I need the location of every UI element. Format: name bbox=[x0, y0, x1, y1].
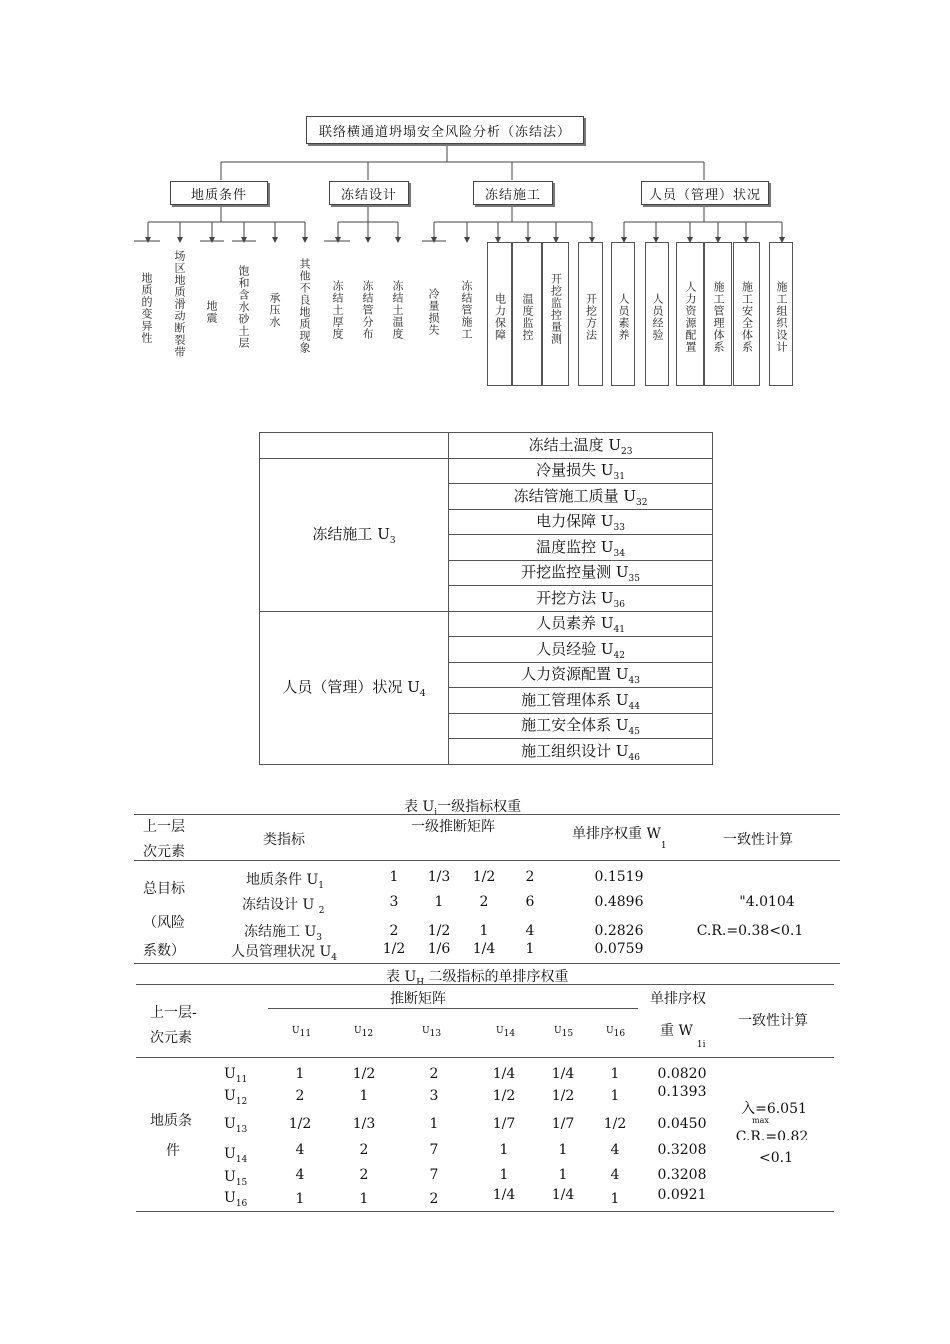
matrix-cell: 1 bbox=[610, 1088, 620, 1104]
rule-mid bbox=[136, 1057, 834, 1058]
index-cell bbox=[449, 713, 713, 739]
row-sub: 11 bbox=[235, 1074, 248, 1085]
weight-cell: 0.2826 bbox=[594, 923, 644, 939]
index-label: 施工组织设计 U bbox=[521, 741, 629, 760]
index-sub: 34 bbox=[613, 548, 625, 559]
matrix-cell: 2 bbox=[479, 894, 489, 910]
index-label: 温度监控 U bbox=[536, 537, 614, 556]
row-label-sub: 4 bbox=[331, 952, 337, 963]
header-weight bbox=[660, 1020, 706, 1050]
index-cell bbox=[449, 662, 713, 688]
weight-cell: 0.4896 bbox=[594, 894, 644, 910]
tree-node-label: 冻结施工 bbox=[484, 187, 541, 203]
tree-node-freeze-design bbox=[329, 181, 409, 205]
caption-text: 一级指标权重 bbox=[437, 799, 522, 815]
index-sub: 31 bbox=[613, 472, 625, 483]
matrix-cell: 1 bbox=[558, 1142, 568, 1158]
tree-leaf-box bbox=[487, 242, 512, 386]
matrix-cell: 6 bbox=[525, 894, 535, 910]
index-sub: 41 bbox=[613, 625, 625, 636]
matrix-cell: 1/4 bbox=[492, 1066, 516, 1082]
row-sub: 16 bbox=[235, 1198, 248, 1209]
matrix-cell: 2 bbox=[359, 1167, 369, 1183]
caption-text: 二级指标的单排序权重 bbox=[424, 969, 569, 985]
weight-cell: 0.1393 bbox=[657, 1084, 707, 1100]
row-label: $U_{16}$ bbox=[224, 1190, 248, 1209]
matrix-cell: 1 bbox=[359, 1088, 369, 1104]
tree-leaf: 场区地质滑动断裂带 bbox=[173, 250, 186, 358]
col-sub: 16 bbox=[613, 1028, 626, 1039]
row-sub: 14 bbox=[235, 1154, 248, 1165]
row-sub: 13 bbox=[235, 1124, 248, 1132]
tree-node-personnel bbox=[641, 181, 769, 205]
row-label-text: 地质条件 U bbox=[246, 872, 319, 888]
weight-cell: 0.3208 bbox=[657, 1167, 707, 1183]
header-matrix: 推断矩阵 bbox=[390, 991, 446, 1007]
col-header: $U_{16}$ bbox=[606, 1026, 626, 1039]
index-label: 冻结管施工质量 U bbox=[513, 486, 636, 505]
index-table bbox=[259, 432, 713, 765]
matrix-cell: 1/2 bbox=[427, 923, 451, 939]
index-cell bbox=[449, 637, 713, 663]
index-sub: 35 bbox=[628, 574, 640, 585]
tree-leaf: 饱和含水砂土层 bbox=[237, 265, 250, 349]
matrix-cell: 1 bbox=[558, 1167, 568, 1183]
matrix-cell: 1 bbox=[429, 1116, 439, 1132]
tree-leaf: 冻结土厚度 bbox=[331, 280, 344, 340]
matrix-cell: 4 bbox=[295, 1167, 305, 1183]
goal-label: 总目标 bbox=[143, 881, 185, 897]
index-cell bbox=[449, 458, 713, 484]
matrix-cell: 1 bbox=[389, 869, 399, 885]
group-sub: 4 bbox=[419, 689, 426, 699]
tree-root-node bbox=[306, 116, 584, 144]
matrix-cell: 2 bbox=[295, 1088, 305, 1104]
group-cell bbox=[260, 611, 449, 764]
group-label: 人员（管理）状况 U bbox=[282, 678, 420, 696]
tree-leaf-box bbox=[733, 242, 760, 386]
rule-bottom bbox=[136, 1211, 834, 1212]
lambda-sub: max bbox=[752, 1116, 769, 1125]
matrix-cell: 1/4 bbox=[472, 941, 496, 957]
matrix-cell: 1/2 bbox=[382, 941, 406, 957]
tree-leaf: 开挖方法 bbox=[584, 293, 598, 341]
matrix-cell: 1/3 bbox=[352, 1116, 376, 1132]
header-upper: 上一层- bbox=[150, 1005, 197, 1021]
tree-leaf: 地质的变异性 bbox=[140, 272, 153, 344]
tree-node-freeze-construction bbox=[473, 181, 553, 205]
row-label-text: 冻结施工 U bbox=[244, 924, 317, 940]
caption-sub: H bbox=[416, 977, 425, 988]
matrix-cell: 1/4 bbox=[551, 1187, 575, 1203]
header-weight: 单排序权 bbox=[650, 991, 706, 1007]
header-upper: 次元素 bbox=[150, 1030, 192, 1046]
tree-leaf-box bbox=[769, 242, 793, 386]
row-label-sub: 1 bbox=[318, 880, 324, 891]
tree-leaf: 施工安全体系 bbox=[740, 281, 754, 353]
index-sub: 42 bbox=[613, 650, 625, 661]
tree-leaf: 施工管理体系 bbox=[712, 281, 725, 353]
matrix-cell: 2 bbox=[429, 1066, 439, 1082]
index-sub: 43 bbox=[628, 676, 640, 687]
goal-label: （风险 bbox=[143, 915, 185, 931]
matrix-cell: 4 bbox=[610, 1142, 620, 1158]
consistency-value: "4.0104 bbox=[739, 894, 795, 910]
index-cell bbox=[449, 688, 713, 714]
col-sub: 13 bbox=[429, 1028, 442, 1039]
header-upper: 次元素 bbox=[143, 844, 185, 860]
row-label-text: 人员管理状况 U bbox=[231, 944, 332, 960]
index-cell bbox=[449, 433, 713, 459]
matrix-cell: 4 bbox=[295, 1142, 305, 1158]
index-sub: 23 bbox=[620, 446, 633, 457]
tree-leaf-box bbox=[578, 242, 603, 386]
weight-cell: 0.3208 bbox=[657, 1142, 707, 1158]
row-label-sub: 2 bbox=[318, 905, 325, 916]
col-header: $U_{15}$ bbox=[554, 1026, 574, 1039]
header-weight-sub: 1i bbox=[696, 1039, 706, 1050]
index-sub: 46 bbox=[628, 752, 640, 763]
row-label bbox=[246, 869, 324, 891]
tree-leaf: 人力资源配置 bbox=[684, 281, 697, 353]
matrix-cell: 1 bbox=[295, 1191, 305, 1207]
tree-leaf-box bbox=[676, 242, 704, 386]
index-label: 人员经验 U bbox=[536, 639, 614, 658]
tree-root-label: 联络横通道坍塌安全风险分析（冻结法） bbox=[318, 124, 571, 140]
index-cell bbox=[449, 560, 713, 586]
tree-leaf: 冻结管分布 bbox=[361, 280, 374, 340]
tree-leaf: 电力保障 bbox=[493, 293, 507, 341]
row-sub: 15 bbox=[235, 1177, 248, 1188]
col-header: $U_{14}$ bbox=[496, 1026, 516, 1039]
tree-leaf-box bbox=[512, 242, 542, 386]
index-cell bbox=[449, 509, 713, 535]
matrix-cell: 1 bbox=[295, 1066, 305, 1082]
row-label: $U_{12}$ bbox=[224, 1088, 248, 1107]
matrix-cell: 1/4 bbox=[551, 1066, 575, 1082]
row-label-text: 冻结设计 U bbox=[242, 897, 319, 913]
matrix-cell: 1/7 bbox=[551, 1116, 575, 1132]
row-label: $U_{13}$ bbox=[224, 1116, 247, 1132]
matrix-cell: 1 bbox=[499, 1142, 509, 1158]
tree-leaf: 开挖监控量测 bbox=[549, 273, 563, 345]
tree-leaf: 人员经验 bbox=[651, 293, 664, 341]
index-sub: 45 bbox=[628, 727, 640, 738]
weight-cell: 0.0759 bbox=[594, 941, 644, 957]
weight-cell: 0.0921 bbox=[657, 1187, 707, 1203]
tree-leaf-box bbox=[611, 242, 635, 386]
matrix-cell: 7 bbox=[429, 1167, 439, 1183]
caption-text: 表 U bbox=[386, 969, 417, 985]
matrix-cell: 1 bbox=[434, 894, 444, 910]
index-label: 施工安全体系 U bbox=[521, 716, 629, 735]
col-sub: 11 bbox=[299, 1028, 312, 1039]
col-sub: 15 bbox=[561, 1028, 574, 1039]
tree-node-label: 人员（管理）状况 bbox=[648, 187, 761, 203]
consistency-lambda: 入=6.051 bbox=[741, 1101, 807, 1117]
index-label: 开挖方法 U bbox=[536, 588, 614, 607]
tree-leaf-box bbox=[704, 242, 732, 386]
header-matrix: 一级推断矩阵 bbox=[411, 819, 495, 835]
matrix-cell: 1 bbox=[610, 1191, 620, 1207]
row-label bbox=[231, 941, 337, 963]
header-weight-text: 单排序权重 W bbox=[572, 826, 661, 842]
tree-leaf: 冷量损失 bbox=[427, 288, 440, 336]
matrix-cell: 1/3 bbox=[427, 869, 451, 885]
col-sub: 12 bbox=[361, 1028, 374, 1039]
weight-cell: 0.0820 bbox=[657, 1066, 707, 1082]
index-sub: 44 bbox=[628, 701, 640, 712]
matrix-cell: 2 bbox=[389, 923, 399, 939]
consistency-ratio: C.R.=0.38<0.1 bbox=[696, 923, 804, 939]
matrix-cell: 2 bbox=[359, 1142, 369, 1158]
index-label: 施工管理体系 U bbox=[521, 690, 629, 709]
tree-leaf-box bbox=[645, 242, 669, 386]
rule-top bbox=[136, 984, 834, 985]
index-label: 开挖监控量测 U bbox=[521, 563, 629, 582]
index-cell bbox=[449, 611, 713, 637]
table-row bbox=[260, 458, 713, 484]
row-label: $U_{11}$ bbox=[224, 1066, 248, 1085]
group-label: 地质条 bbox=[150, 1113, 192, 1129]
index-label: 人力资源配置 U bbox=[521, 665, 629, 684]
matrix-cell: 4 bbox=[525, 923, 535, 939]
table-row bbox=[260, 433, 713, 459]
goal-label: 系数） bbox=[143, 943, 185, 956]
col-header: $U_{11}$ bbox=[292, 1026, 312, 1039]
col-header: $U_{12}$ bbox=[354, 1026, 374, 1039]
index-cell bbox=[449, 586, 713, 612]
tree-leaf: 人员素养 bbox=[617, 293, 630, 341]
index-label: 冻结土温度 U bbox=[528, 435, 621, 454]
consistency-threshold: <0.1 bbox=[759, 1150, 793, 1166]
matrix-cell: 4 bbox=[610, 1167, 620, 1183]
matrix-cell: 2 bbox=[525, 869, 535, 885]
weight-cell: 0.0450 bbox=[657, 1116, 707, 1132]
matrix-cell: 3 bbox=[429, 1088, 439, 1104]
matrix-cell: 1 bbox=[479, 923, 489, 939]
tree-leaf: 其他不良地质现象 bbox=[298, 258, 311, 354]
index-cell bbox=[449, 739, 713, 765]
tree-node-label: 地质条件 bbox=[190, 187, 247, 203]
matrix-cell: 7 bbox=[429, 1142, 439, 1158]
index-sub: 36 bbox=[613, 599, 625, 610]
row-label bbox=[242, 894, 324, 916]
tree-leaf: 承压水 bbox=[268, 292, 281, 328]
matrix-cell: 2 bbox=[429, 1191, 439, 1207]
header-weight bbox=[572, 823, 667, 851]
header-consistency: 一致性计算 bbox=[723, 832, 793, 848]
caption-sub: i bbox=[434, 807, 438, 818]
tree-leaf: 冻结管施工 bbox=[460, 280, 473, 340]
tree-leaf: 冻结土温度 bbox=[391, 280, 404, 340]
row-label-sub: 3 bbox=[316, 932, 322, 943]
index-label: 人员素养 U bbox=[536, 614, 614, 633]
header-upper: 上一层 bbox=[143, 819, 185, 835]
tree-leaf: 地震 bbox=[205, 300, 218, 324]
matrix-cell: 1/2 bbox=[352, 1066, 376, 1082]
col-sub: 14 bbox=[503, 1028, 516, 1039]
row-sub: 12 bbox=[235, 1096, 248, 1107]
tree-node-label: 冻结设计 bbox=[340, 187, 397, 203]
matrix-cell: 1/2 bbox=[551, 1088, 575, 1104]
index-sub: 33 bbox=[613, 523, 625, 534]
weight-cell: 0.1519 bbox=[594, 869, 644, 885]
tree-leaf: 温度监控 bbox=[521, 293, 534, 341]
rule-top bbox=[134, 814, 840, 815]
header-weight-sub: 1 bbox=[660, 840, 667, 851]
rule-mid bbox=[134, 860, 840, 861]
group-cell bbox=[260, 458, 449, 611]
header-consistency: 一致性计算 bbox=[738, 1013, 808, 1029]
matrix-cell: 1/6 bbox=[427, 941, 451, 957]
consistency-ratio: C.R.=0.82 bbox=[735, 1129, 809, 1140]
matrix-cell: 3 bbox=[389, 894, 399, 910]
group-label: 冻结施工 U bbox=[312, 525, 390, 543]
matrix-cell: 1 bbox=[499, 1167, 509, 1183]
matrix-cell: 1/2 bbox=[472, 869, 496, 885]
index-label: 冷量损失 U bbox=[536, 461, 614, 480]
row-label: $U_{14}$ bbox=[224, 1146, 248, 1165]
col-header: $U_{13}$ bbox=[422, 1026, 442, 1039]
matrix-cell: 1 bbox=[610, 1066, 620, 1082]
row-label: $U_{15}$ bbox=[224, 1169, 248, 1188]
tree-node-geology bbox=[170, 181, 268, 205]
index-cell bbox=[449, 484, 713, 510]
empty-cell bbox=[260, 433, 449, 459]
group-sub: 3 bbox=[389, 536, 396, 546]
tree-leaf: 施工组织设计 bbox=[775, 281, 788, 353]
table-row bbox=[260, 611, 713, 637]
group-label: 件 bbox=[166, 1143, 180, 1159]
tree-leaf-box bbox=[542, 242, 569, 386]
caption-text: 表 U bbox=[404, 799, 435, 815]
matrix-cell: 1/7 bbox=[492, 1116, 516, 1132]
header-category: 类指标 bbox=[263, 832, 305, 848]
rule-bottom bbox=[134, 963, 840, 964]
row-label bbox=[244, 921, 322, 943]
matrix-cell: 1/2 bbox=[492, 1088, 516, 1104]
matrix-cell: 1/2 bbox=[603, 1116, 627, 1132]
index-cell bbox=[449, 535, 713, 561]
matrix-cell: 1 bbox=[359, 1191, 369, 1207]
matrix-cell: 1/2 bbox=[288, 1116, 312, 1132]
rule-sub bbox=[268, 1008, 638, 1009]
matrix-cell: 1 bbox=[525, 941, 535, 957]
index-label: 电力保障 U bbox=[536, 512, 614, 531]
index-sub: 32 bbox=[635, 497, 648, 508]
header-weight-text: 重 W bbox=[660, 1023, 693, 1039]
matrix-cell: 1/4 bbox=[492, 1187, 516, 1203]
